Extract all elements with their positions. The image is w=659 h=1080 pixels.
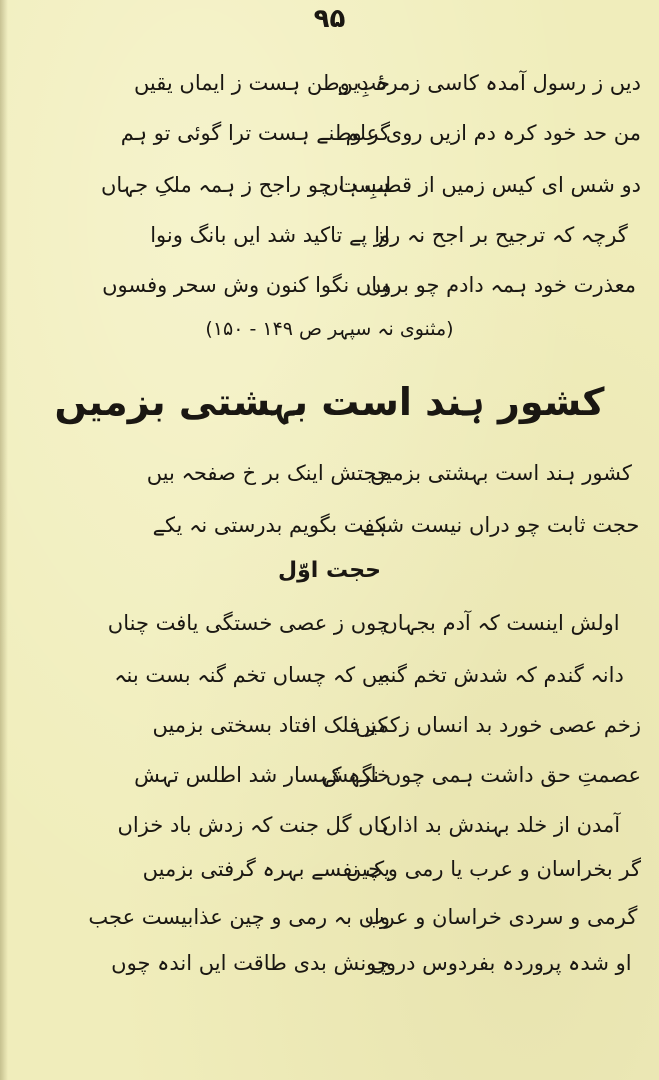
verse-second-hemistich: خارہ کہسار شد اطلس تہش bbox=[134, 763, 390, 787]
verse-first-hemistich: حجت ثابت چو دراں نیست شکے bbox=[362, 513, 640, 537]
verse-first-hemistich: دانہ گندم کہ شدش تخم گنہ bbox=[378, 663, 624, 687]
verse-second-hemistich: گر وطنے ہست ترا گوئی تو ہم bbox=[120, 121, 390, 145]
verse-first-hemistich: او شدہ پروردہ بفردوس دروں bbox=[370, 951, 632, 975]
verse-first-hemistich: عصمتِ حق داشت ہمی چوں نگہش bbox=[322, 763, 641, 787]
page-number: ۹۵ bbox=[313, 4, 346, 34]
source-citation: (مثنوی نہ سپہر ص ۱۴۹ - ۱۵۰) bbox=[205, 318, 454, 340]
verse-second-hemistich: حبِ وطن ہست ز ایماں یقیں bbox=[133, 71, 390, 95]
verse-first-hemistich: زخم عصی خورد بد انساں زکمیں bbox=[355, 713, 641, 737]
verse-first-hemistich: گرچہ کہ ترجیح بر اجح نہ روا bbox=[374, 223, 628, 247]
verse-second-hemistich: کاں گل جنت کہ زدش باد خزاں bbox=[117, 813, 390, 837]
verse-second-hemistich: ہاں نگوا کنون وش سحر وفسوں bbox=[102, 273, 390, 297]
verse-second-hemistich: ہفت بگویم بدرستی نہ یکے bbox=[152, 513, 388, 537]
verse-first-hemistich: گر بخراسان و عرب یا رمی و چیں bbox=[345, 857, 641, 881]
verse-first-hemistich: گرمی و سردی خراسان و عرب bbox=[364, 905, 638, 929]
verse-second-hemistich: از پے تاکید شد ایں بانگ ونوا bbox=[150, 223, 390, 247]
page-edge-shadow bbox=[0, 0, 8, 1080]
verse-first-hemistich: معذرت خود ہمہ دادم چو بروں bbox=[366, 273, 636, 297]
verse-second-hemistich: یک نفسے بہرہ گرفتی بزمیں bbox=[142, 857, 390, 881]
verse-second-hemistich: ہست چو راجح ز ہمہ ملکِ جہاں bbox=[100, 173, 390, 197]
verse-first-hemistich: اولش اینست کہ آدم بجہاں bbox=[382, 611, 620, 635]
verse-first-hemistich: کشور ہند است بہشتی بزمیں bbox=[370, 461, 632, 485]
section-heading: کشور ہند است بہشتی بزمیں bbox=[54, 380, 605, 424]
verse-second-hemistich: چونش بدی طاقت ایں اندہ چوں bbox=[111, 951, 390, 975]
verse-second-hemistich: بیں کہ چساں تخم گنہ بست بنہ bbox=[114, 663, 390, 687]
verse-first-hemistich: دیں ز رسول آمدہ کاسی زمرۂ دیں bbox=[337, 71, 641, 95]
verse-second-hemistich: حجتش اینک بر خ صفحہ بیں bbox=[146, 461, 390, 485]
verse-second-hemistich: چوں ز عصی خستگی یافت چناں bbox=[107, 611, 390, 635]
subsection-heading: حجت اوّل bbox=[278, 558, 381, 583]
verse-first-hemistich: دو شس ای کیس زمیں از قطبِ ہاں bbox=[323, 173, 641, 197]
verse-first-hemistich: آمدن از خلد بہندش بد اذاں bbox=[381, 813, 621, 837]
verse-first-hemistich: من حد خود کرہ دم ازیں روی علم bbox=[345, 121, 641, 145]
verse-second-hemistich: کز فلک افتاد بسختی بزمیں bbox=[152, 713, 388, 737]
verse-second-hemistich: واں بہ رمی و چین عذابیست عجب bbox=[88, 905, 390, 929]
